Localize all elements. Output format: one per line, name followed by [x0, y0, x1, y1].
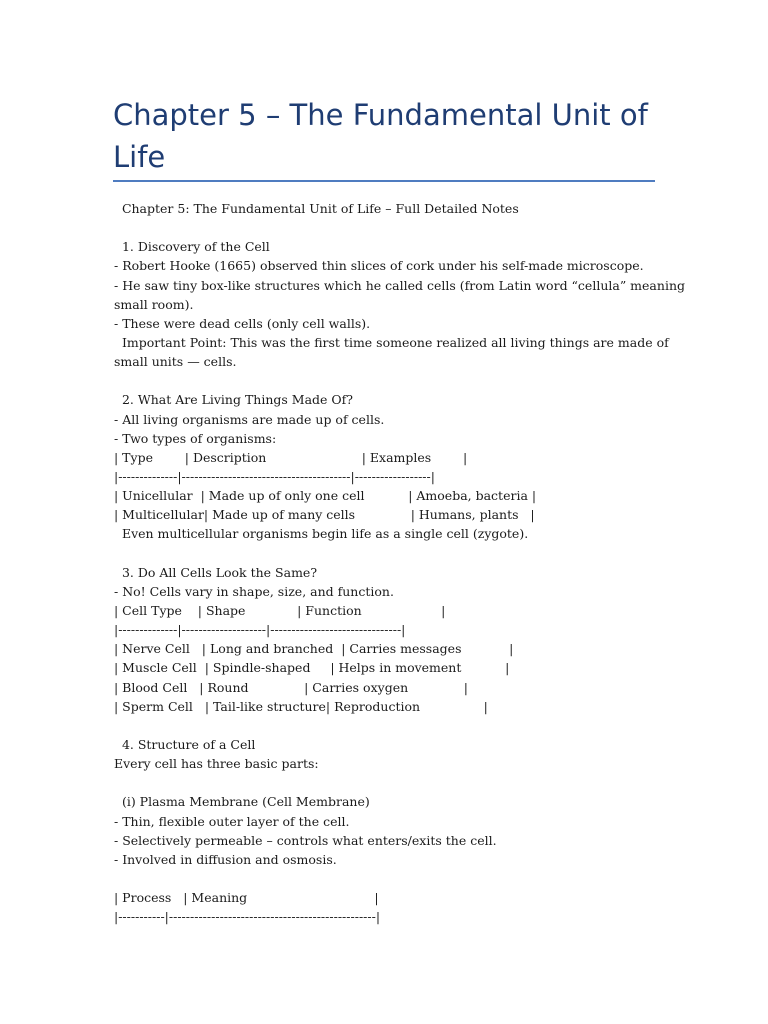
- text-line: - Robert Hooke (1665) observed thin slices of cork under his self-made microscope.: [114, 258, 644, 274]
- text-line: 4. Structure of a Cell: [114, 736, 256, 752]
- text-line: Every cell has three basic parts:: [114, 756, 319, 772]
- text-line: [114, 218, 674, 237]
- text-line: [114, 544, 674, 563]
- text-line: Even multicellular organisms begin life as a single cell (zygote).: [114, 526, 529, 542]
- text-line: | Cell Type | Shape | Function |: [114, 602, 446, 618]
- text-line: - Selectively permeable – controls what enters/exits the cell.: [114, 832, 497, 848]
- text-line: 1. Discovery of the Cell: [114, 239, 270, 255]
- text-line: | Blood Cell | Round | Carries oxygen |: [114, 679, 468, 695]
- text-line: - He saw tiny box-like structures which he called cells (from Latin word “cellula” meaning: [114, 277, 685, 293]
- text-line: | Sperm Cell | Tail-like structure| Reproduction |: [114, 698, 488, 714]
- text-line: | Nerve Cell | Long and branched | Carries messages |: [114, 641, 514, 657]
- text-line: - These were dead cells (only cell walls).: [114, 315, 371, 331]
- title-underline-divider: [113, 180, 655, 182]
- text-line: | Muscle Cell | Spindle-shaped | Helps in movement |: [114, 660, 510, 676]
- document-title: Chapter 5 – The Fundamental Unit of Life: [113, 98, 648, 174]
- text-line: - All living organisms are made up of cells.: [114, 411, 385, 427]
- text-line: |--------------|----------------------------------------|------------------|: [114, 468, 435, 484]
- text-line: Important Point: This was the first time someone realized all living things are made of: [114, 334, 669, 350]
- text-line: - Thin, flexible outer layer of the cell.: [114, 813, 350, 829]
- text-line: [114, 869, 674, 888]
- text-line: |--------------|--------------------|-------------------------------|: [114, 622, 406, 638]
- text-line: [114, 716, 674, 735]
- text-line: - No! Cells vary in shape, size, and function.: [114, 583, 394, 599]
- text-line: small units — cells.: [114, 354, 237, 370]
- text-line: (i) Plasma Membrane (Cell Membrane): [114, 794, 370, 810]
- text-line: - Two types of organisms:: [114, 430, 277, 446]
- document-body: [114, 199, 685, 926]
- text-line: [114, 371, 674, 390]
- text-line: | Type | Description | Examples |: [114, 449, 468, 465]
- text-line: |-----------|-------------------------------------------------|: [114, 909, 381, 925]
- text-line: | Process | Meaning |: [114, 890, 379, 906]
- text-line: | Unicellular | Made up of only one cell | Amoeba, bacteria |: [114, 488, 537, 504]
- text-line: - Involved in diffusion and osmosis.: [114, 851, 337, 867]
- text-line: | Multicellular| Made up of many cells | Humans, plants |: [114, 507, 535, 523]
- text-line: 3. Do All Cells Look the Same?: [114, 564, 318, 580]
- text-line: Chapter 5: The Fundamental Unit of Life – Full Detailed Notes: [114, 201, 519, 216]
- text-line: [114, 773, 674, 792]
- text-line: small room).: [114, 296, 194, 312]
- text-line: 2. What Are Living Things Made Of?: [114, 392, 353, 408]
